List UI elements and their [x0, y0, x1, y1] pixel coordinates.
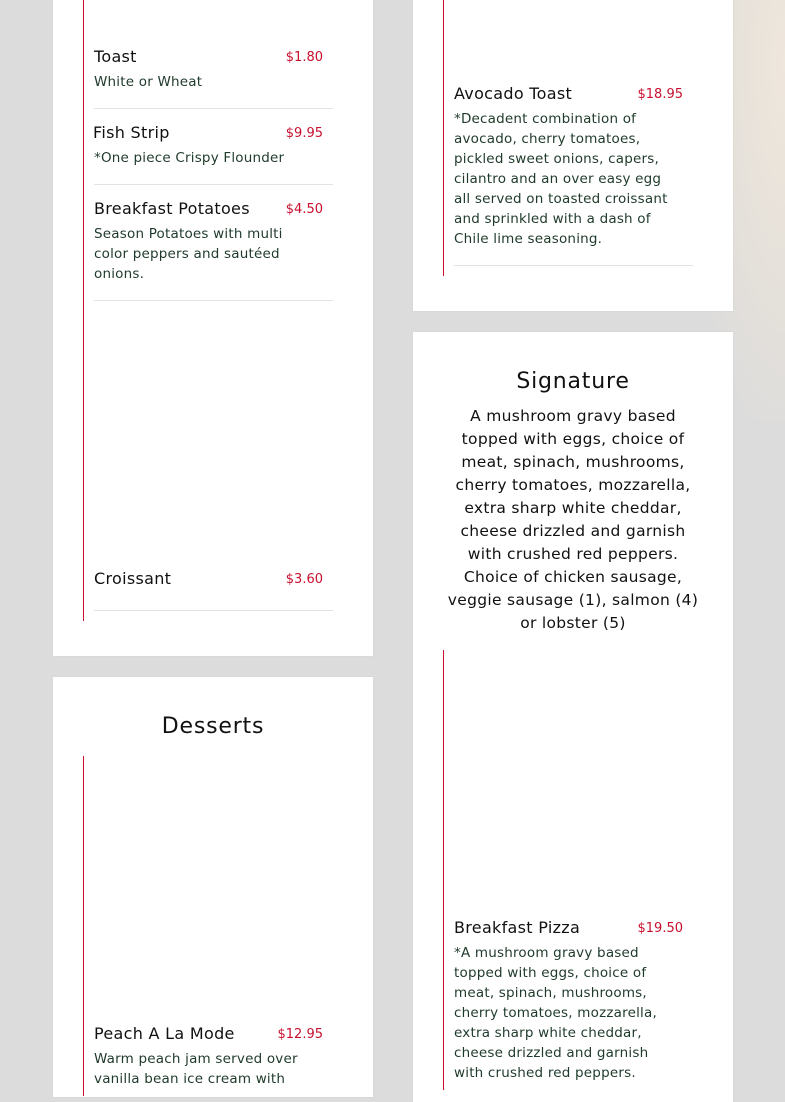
- item-price: $9.95: [285, 126, 323, 141]
- item-price: $3.60: [285, 572, 323, 587]
- divider: [94, 108, 333, 109]
- item-name: Croissant: [94, 569, 172, 588]
- item-price: $12.95: [277, 1027, 323, 1042]
- menu-card-signature: [413, 332, 733, 1102]
- item-price: $4.50: [285, 202, 323, 217]
- item-price: $19.50: [637, 921, 683, 936]
- item-description: Season Potatoes with multi color peppers and sautéed onions.: [94, 226, 283, 282]
- menu-item-peach-a-la-mode: [94, 1024, 334, 1094]
- item-name: Breakfast Pizza: [454, 918, 581, 937]
- menu-card-desserts: [53, 677, 373, 1097]
- section-title: Signature: [516, 369, 630, 394]
- menu-item-breakfast-potatoes: [94, 199, 334, 299]
- divider: [94, 610, 333, 611]
- item-price: $1.80: [285, 50, 323, 65]
- item-name: Toast: [94, 47, 137, 66]
- menu-item-toast: [94, 47, 334, 108]
- item-price: $18.95: [637, 87, 683, 102]
- section-title: Desserts: [161, 714, 265, 739]
- item-description: *A mushroom gravy based topped with eggs, choice of meat, spinach, mushrooms, cherry tomatoes, mozzarella, extra sharp white cheddar, cheese drizzled and garnish with crushed red peppers.: [454, 945, 657, 1081]
- item-description: Warm peach jam served over vanilla bean ice cream with: [94, 1051, 298, 1087]
- menu-card-left-top: [53, 0, 373, 656]
- menu-item-breakfast-pizza: [454, 918, 694, 1088]
- divider: [94, 184, 333, 185]
- item-name: Breakfast Potatoes: [94, 199, 250, 218]
- menu-card-right-top: [413, 0, 733, 311]
- menu-item-avocado-toast: [454, 84, 694, 264]
- item-name: Fish Strip: [93, 123, 170, 142]
- accent-line: [443, 650, 444, 1090]
- item-description: *Decadent combination of avocado, cherry tomatoes, pickled sweet onions, capers, cilantro and an over easy egg all served on toasted croissant and sprinkled with a dash of Chile lime seasoning.: [454, 111, 668, 247]
- divider: [94, 300, 333, 301]
- item-name: Avocado Toast: [454, 84, 573, 103]
- menu-item-fish-strip: [93, 123, 334, 184]
- section-description: A mushroom gravy based topped with eggs, choice of meat, spinach, mushrooms, cherry tomatoes, mozzarella, extra sharp white cheddar, cheese drizzled and garnish with crushed red peppers. Choice of chicken sausage, veggie sausage (1), salmon (4) or lobster (5): [447, 407, 699, 632]
- item-description: *One piece Crispy Flounder: [94, 150, 285, 166]
- accent-line: [443, 0, 444, 276]
- item-name: Peach A La Mode: [94, 1024, 235, 1043]
- accent-line: [83, 0, 84, 621]
- accent-line: [83, 756, 84, 1096]
- item-description: White or Wheat: [94, 74, 203, 90]
- divider: [454, 265, 693, 266]
- menu-item-croissant: [94, 569, 334, 609]
